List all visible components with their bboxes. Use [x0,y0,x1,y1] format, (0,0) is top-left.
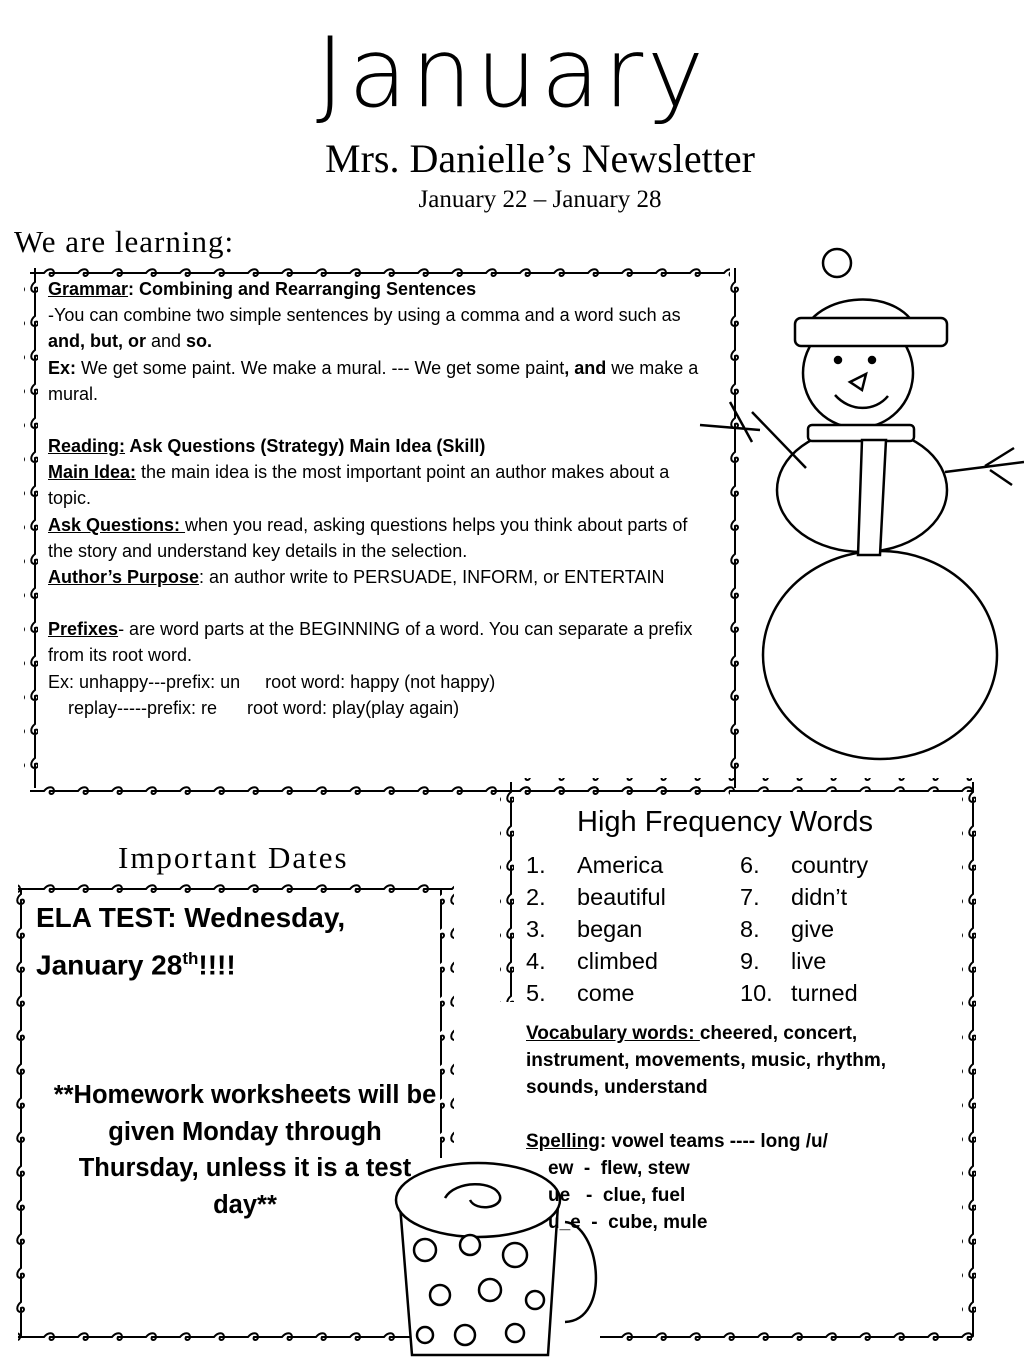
ela-test-notice [36,897,436,985]
list-item [526,977,946,1009]
item-number: 7. [740,884,760,910]
main-idea-line [48,459,708,511]
item-number: 4. [526,948,546,974]
learning-box [48,276,708,721]
example-and: , and [564,357,607,378]
item-number: 9. [740,948,760,974]
ela-line-1: ELA TEST: Wednesday, [36,902,346,933]
list-item [526,881,946,913]
spelling-item: u_e - cube, mule [548,1212,708,1233]
conjunctions: and, but, or [48,331,146,352]
item-word: climbed [577,948,658,974]
vocab-label: Vocabulary words: [526,1023,700,1044]
spelling-text: : vowel teams ---- long /u/ [599,1131,828,1152]
vocab-text: cheered, concert, instrument, movements, music, rhythm, sounds, understand [526,1023,887,1098]
authors-purpose-line [48,564,708,590]
ela-date-suffix: th [182,949,199,968]
item-number: 5. [526,980,546,1006]
grammar-example [48,355,708,407]
item-word: began [577,916,643,942]
item-number: 8. [740,916,760,942]
example-text-end: we make a mural. [48,357,699,404]
ela-line-2 [36,938,436,985]
date-range: January 22 – January 28 [418,186,662,213]
item-number: 10. [740,980,773,1006]
important-dates-heading: Important Dates [118,840,349,875]
newsletter-title: Mrs. Danielle’s Newsletter [325,136,755,181]
hf-words-title: High Frequency Words [577,806,874,838]
prefixes-line [48,616,708,668]
prefix-example-1: Ex: unhappy---prefix: un root word: happy (not happy) [48,671,496,692]
grammar-label: Grammar [48,279,129,299]
list-item [526,945,946,977]
prefixes-label: Prefixes [48,619,119,640]
vocab-line [526,1020,936,1101]
item-word: beautiful [577,884,666,910]
item-word: America [577,852,664,878]
item-word: turned [791,980,858,1006]
homework-notice: **Homework worksheets will be given Monday through Thursday, unless it is a test day** [53,1081,437,1219]
spelling-label: Spelling [526,1131,600,1152]
spelling-line [526,1128,936,1155]
prefixes-text: - are word parts at the BEGINNING of a word. You can separate a prefix from its root word. [48,619,693,666]
example-label: Ex: [48,357,77,378]
item-number: 1. [526,852,546,878]
prefix-example-2: replay-----prefix: re root word: play(play again) [68,697,460,718]
item-word: give [791,916,835,942]
item-number: 2. [526,884,546,910]
hf-words-list [526,849,946,1009]
ask-questions-line [48,512,708,564]
grammar-text: -You can combine two simple sentences by using a comma and a word such as [48,305,681,326]
reading-label: Reading: [48,436,126,457]
authors-purpose-text: : an author write to PERSUADE, INFORM, or ENTERTAIN [199,567,665,588]
learning-heading: We are learning: [14,224,235,259]
item-word: country [791,852,869,878]
main-idea-text: the main idea is the most important point an author makes about a topic. [48,462,670,509]
grammar-line [48,276,708,302]
spelling-item: ew - flew, stew [548,1158,690,1179]
ela-date: January 28 [36,949,183,981]
grammar-and: and [146,331,187,352]
item-number: 3. [526,916,546,942]
list-item [526,913,946,945]
main-idea-label: Main Idea: [48,462,137,483]
grammar-topic: : Combining and Rearranging Sentences [128,279,477,299]
authors-purpose-label: Author’s Purpose [48,567,200,588]
item-word: didn’t [791,884,848,910]
item-word: come [577,980,635,1006]
ela-exclaim: !!!! [198,949,236,981]
snowman-icon [700,249,1024,759]
conjunction-so: so. [186,331,213,352]
month-title: January [316,17,708,129]
item-number: 6. [740,852,760,878]
reading-line [48,433,708,459]
vocab-spelling-section [526,1020,936,1236]
ask-questions-text: when you read, asking questions helps you think about parts of the story and understand key details in the selection. [48,514,688,561]
grammar-explanation [48,302,708,354]
list-item [526,849,946,881]
example-text: We get some paint. We make a mural. --- We get some paint [76,357,565,378]
spelling-item: ue - clue, fuel [548,1185,686,1206]
ask-questions-label: Ask Questions: [48,514,186,535]
item-word: live [791,948,827,974]
reading-topic: Ask Questions (Strategy) Main Idea (Skill) [125,436,486,457]
